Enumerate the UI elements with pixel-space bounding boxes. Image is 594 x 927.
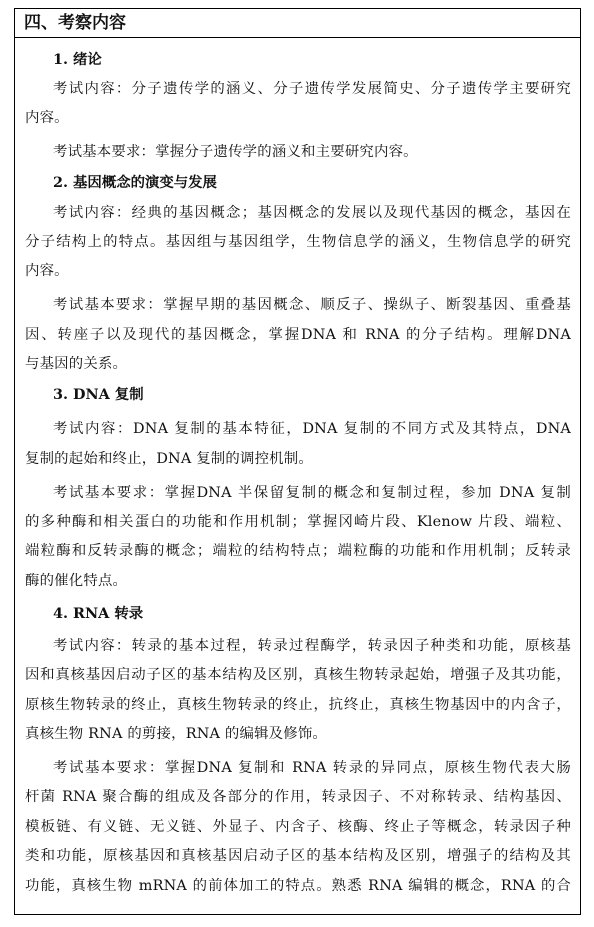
paragraph-line: 因、转座子以及现代的基因概念，掌握DNA 和 RNA 的分子结构。理解DNA [25,327,571,343]
subsection-heading-2: 2. 基因概念的演变与发展 [53,174,217,191]
paragraph-line: 原核生物转录的终止，真核生物转录的终止，抗终止，真核生物基因中的内含子， [25,697,571,713]
paragraph-line: 因和真核基因启动子区的基本结构及区别，真核生物转录起始，增强子及其功能， [25,667,571,683]
paragraph-line: 杆菌 RNA 聚合酶的组成及各部分的作用，转录因子、不对称转录、结构基因、 [25,789,571,805]
paragraph-line: 与基因的关系。 [25,356,128,372]
paragraph-line: 考试基本要求：掌握DNA 复制和 RNA 转录的异同点，原核生物代表大肠 [53,760,571,776]
paragraph-line: 考试基本要求：掌握早期的基因概念、顺反子、操纵子、断裂基因、重叠基 [53,297,571,313]
paragraph-line: 内容。 [25,263,69,279]
paragraph-line: 考试内容：转录的基本过程，转录过程酶学，转录因子种类和功能，原核基 [53,638,571,654]
paragraph-line: 功能，真核生物 mRNA 的前体加工的特点。熟悉 RNA 编辑的概念，RNA 的合 [25,878,571,894]
paragraph-line: 考试基本要求：掌握分子遗传学的涵义和主要研究内容。 [53,144,418,160]
paragraph-line: 酶的催化特点。 [25,573,128,589]
paragraph-line: 内容。 [25,110,69,126]
paragraph-line: 考试基本要求：掌握DNA 半保留复制的概念和复制过程，参加 DNA 复制 [53,485,571,501]
subsection-heading-1: 1. 绪论 [53,51,102,68]
subsection-heading-3: 3. DNA 复制 [53,386,144,403]
paragraph-line: 端粒酶和反转录酶的概念；端粒的结构特点；端粒酶的功能和作用机制；反转录 [25,543,571,559]
paragraph-line: 模板链、有义链、无义链、外显子、内含子、核酶、终止子等概念，转录因子种 [25,819,571,835]
subsection-heading-4: 4. RNA 转录 [53,605,144,622]
paragraph-line: 真核生物 RNA 的剪接，RNA 的编辑及修饰。 [25,726,328,742]
paragraph-line: 考试内容：经典的基因概念；基因概念的发展以及现代基因的概念，基因在 [53,205,571,221]
paragraph-line: 类和功能，原核基因和真核基因启动子区的基本结构及区别，增强子的结构及其 [25,848,571,864]
paragraph-line: 考试内容：分子遗传学的涵义、分子遗传学发展简史、分子遗传学主要研究 [53,81,571,97]
paragraph-line: 复制的起始和终止，DNA 复制的调控机制。 [25,451,313,467]
exam-content-table [14,8,581,915]
section-title: 四、考察内容 [15,9,580,38]
paragraph-line: 的多种酶和相关蛋白的功能和作用机制；掌握冈崎片段、Klenow 片段、端粒、 [25,514,571,530]
paragraph-line: 考试内容：DNA 复制的基本特征，DNA 复制的不同方式及其特点，DNA [53,421,571,437]
paragraph-line: 分子结构上的特点。基因组与基因组学，生物信息学的涵义，生物信息学的研究 [25,234,571,250]
